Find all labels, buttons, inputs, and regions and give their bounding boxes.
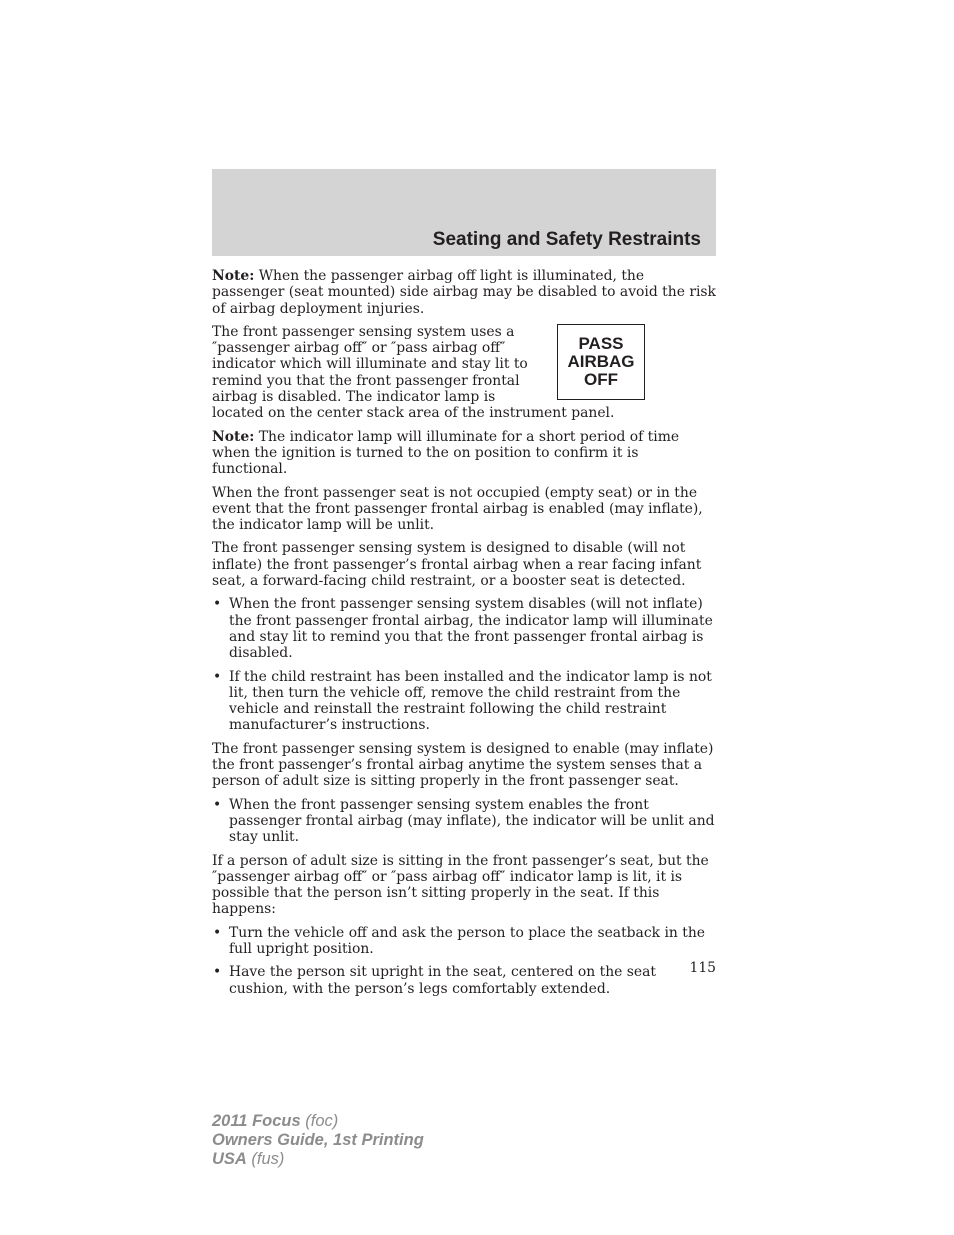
body-paragraph: The front passenger sensing system is designed to disable (will not inflate) the front passenger’s frontal airbag when a rear facing infant seat, a forward-facing child restraint, or a booster seat is detected. [212,540,702,590]
footer-line-model [212,1112,424,1131]
note-paragraph [212,268,716,317]
footer-region: USA [212,1150,247,1168]
list-item: • If the child restraint has been installed and the indicator lamp is not lit, then turn the vehicle off, remove the child restraint from the vehicle and reinstall the restraint following the child restraint manufacturer’s instructions. [212,669,716,734]
list-item: • Turn the vehicle off and ask the person to place the seatback in the full upright position. [212,925,716,958]
footer-model-code: (foc) [300,1112,339,1130]
footer-line-region [212,1150,424,1169]
body-paragraph: The front passenger sensing system uses a ″passenger airbag off″ or ″pass airbag off″ indicator which will illuminate and stay lit to remind you that the front passenger frontal airbag is disabled. The indicator lamp is located on the center stack area of the instrument panel. [212,323,615,422]
list-item: • Have the person sit upright in the seat, centered on the seat cushion, with the person’s legs comfortably extended. [212,964,716,997]
body-paragraph: When the front passenger seat is not occupied (empty seat) or in the event that the front passenger frontal airbag is enabled (may inflate), the indicator lamp will be unlit. [212,484,703,534]
section-title: Seating and Safety Restraints [432,229,701,250]
indicator-line-1: PASS [578,333,624,353]
list-item: • When the front passenger sensing system disables (will not inflate) the front passenger frontal airbag, the indicator lamp will illuminate and stay lit to remind you that the front passenger frontal airbag is disabled. [212,596,716,661]
pass-airbag-off-indicator-icon [557,324,645,400]
indicator-paragraph [212,324,716,422]
section-header-band [212,169,716,256]
bullet-list [212,596,716,733]
body-paragraph: The front passenger sensing system is designed to enable (may inflate) the front passenger’s frontal airbag anytime the system senses that a person of adult size is sitting properly in the front passenger seat. [212,740,714,790]
footer-line-guide [212,1131,424,1150]
footer-model: 2011 Focus [212,1112,301,1130]
note-label: Note: [212,268,255,284]
note-text: The indicator lamp will illuminate for a short period of time when the ignition is turned to the on position to confirm it is functional. [212,428,680,478]
note-paragraph [212,429,716,478]
note-text: When the passenger airbag off light is illuminated, the passenger (seat mounted) side airbag may be disabled to avoid the risk of airbag deployment injuries. [212,268,716,317]
page-number: 115 [689,960,716,976]
page-content [212,268,716,1004]
body-paragraph: If a person of adult size is sitting in the front passenger’s seat, but the ″passenger airbag off″ or ″pass airbag off″ indicator lamp is lit, it is possible that the person isn’t sitting properly in the seat. If this happens: [212,852,709,918]
footer-guide: Owners Guide, 1st Printing [212,1131,424,1149]
footer-region-code: (fus) [246,1150,285,1168]
note-label: Note: [212,428,255,445]
footer [212,1112,424,1169]
indicator-line-3: OFF [584,369,618,389]
list-item: • When the front passenger sensing system enables the front passenger frontal airbag (may inflate), the indicator will be unlit and stay unlit. [212,797,716,846]
indicator-line-2: AIRBAG [567,351,635,371]
bullet-list [212,797,716,846]
